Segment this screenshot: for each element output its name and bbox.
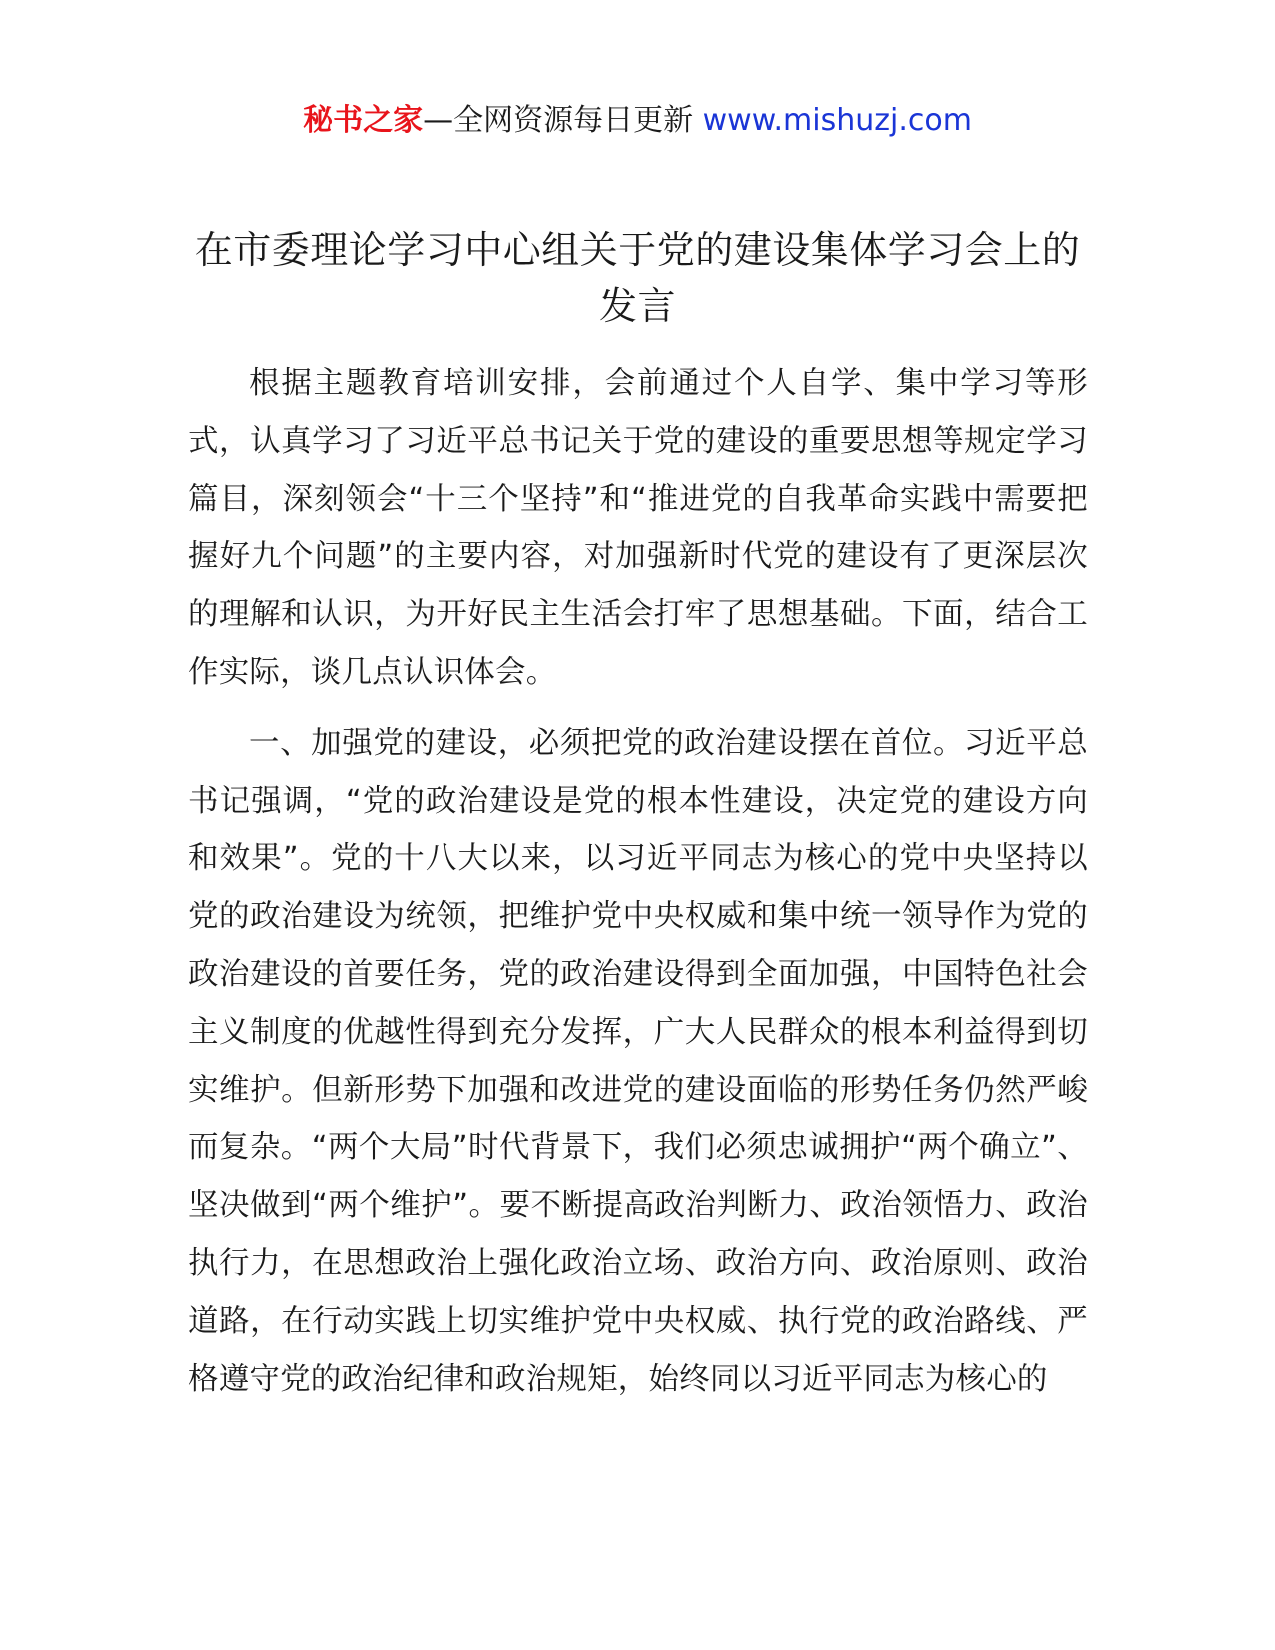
site-header: [0, 100, 1275, 142]
site-url-link[interactable]: www.mishuzj.com: [702, 103, 972, 138]
document-body: [188, 355, 1088, 1421]
brand-name: 秘书之家: [303, 103, 424, 138]
paragraph-section-one: 一、加强党的建设，必须把党的政治建设摆在首位。习近平总书记强调，“党的政治建设是党的根本性建设，决定党的建设方向和效果”。党的十八大以来，以习近平同志为核心的党中央坚持以党的政治建设为统领，把维护党中央权威和集中统一领导作为党的政治建设的首要任务，党的政治建设得到全面加强，中国特色社会主义制度的优越性得到充分发挥，广大人民群众的根本利益得到切实维护。但新形势下加强和改进党的建设面临的形势任务仍然严峻而复杂。“两个大局”时代背景下，我们必须忠诚拥护“两个确立”、坚决做到“两个维护”。要不断提高政治判断力、政治领悟力、政治执行力，在思想政治上强化政治立场、政治方向、政治原则、政治道路，在行动实践上切实维护党中央权威、执行党的政治路线、严格遵守党的政治纪律和政治规矩，始终同以习近平同志为核心的: [188, 725, 1088, 1397]
header-tagline: —全网资源每日更新: [423, 103, 694, 138]
document-title: 在市委理论学习中心组关于党的建设集体学习会上的发言: [194, 228, 1081, 328]
paragraph-intro: 根据主题教育培训安排，会前通过个人自学、集中学习等形式，认真学习了习近平总书记关于党的建设的重要思想等规定学习篇目，深刻领会“十三个坚持”和“推进党的自我革命实践中需要把握好九个问题”的主要内容，对加强新时代党的建设有了更深层次的理解和认识，为开好民主生活会打牢了思想基础。下面，结合工作实际，谈几点认识体会。: [188, 366, 1088, 690]
